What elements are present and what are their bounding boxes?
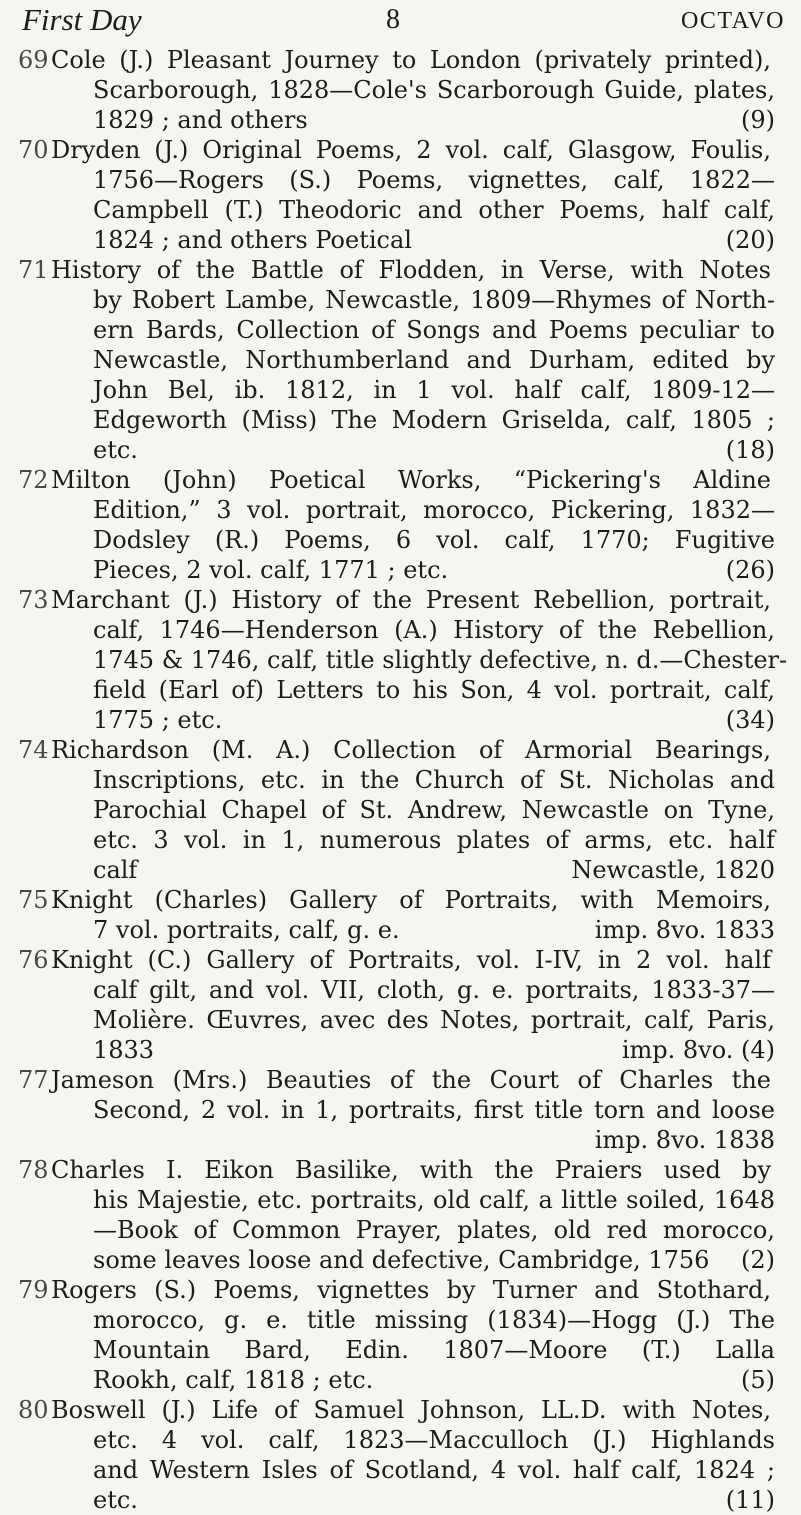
lot-description-line: Cole (J.) Pleasant Journey to London (privately printed),	[51, 46, 771, 74]
lot-entry	[0, 585, 801, 735]
lot-entry	[0, 45, 801, 135]
lot-description-line: Second, 2 vol. in 1, portraits, first title torn and loose	[93, 1096, 775, 1124]
lot-last-line	[93, 1125, 775, 1155]
lot-description-line: Parochial Chapel of St. Andrew, Newcastle on Tyne,	[93, 796, 775, 824]
lot-text: some leaves loose and defective, Cambridge, 1756	[93, 1246, 710, 1274]
lot-entry	[0, 885, 801, 945]
lot-description-line: and Western Isles of Scotland, 4 vol. half calf, 1824 ;	[93, 1456, 775, 1484]
lot-description-line: Milton (John) Poetical Works, “Pickering's Aldine	[51, 466, 771, 494]
lot-number: 72	[18, 466, 49, 494]
page-number: 8	[386, 4, 400, 35]
lot-description-line: calf gilt, and vol. VII, cloth, g. e. portraits, 1833-37—	[93, 976, 775, 1004]
lot-text: Pieces, 2 vol. calf, 1771 ; etc.	[93, 556, 449, 584]
lot-number: 78	[18, 1156, 49, 1184]
lot-last-line	[93, 225, 775, 255]
lot-description-line: ern Bards, Collection of Songs and Poems peculiar to	[93, 316, 775, 344]
lot-description-line: Richardson (M. A.) Collection of Armorial Bearings,	[51, 736, 771, 764]
lot-price-or-format: (20)	[725, 226, 775, 254]
lot-entry	[0, 135, 801, 255]
lot-number: 77	[18, 1066, 49, 1094]
lot-text: 1829 ; and others	[93, 106, 308, 134]
lot-price-or-format: (2)	[741, 1246, 775, 1274]
lot-description-line: calf, 1746—Henderson (A.) History of the Rebellion,	[93, 616, 775, 644]
lot-description-line: Charles I. Eikon Basilike, with the Praiers used by	[51, 1156, 771, 1184]
running-head-day: First Day	[22, 2, 142, 37]
lot-description-line: History of the Battle of Flodden, in Verse, with Notes	[51, 256, 771, 284]
lot-text: 1824 ; and others Poetical	[93, 226, 412, 254]
lot-description-line: Inscriptions, etc. in the Church of St. Nicholas and	[93, 766, 775, 794]
lot-price-or-format: imp. 8vo. (4)	[621, 1036, 775, 1064]
lot-text: Rookh, calf, 1818 ; etc.	[93, 1366, 374, 1394]
lot-entry	[0, 465, 801, 585]
lot-number: 74	[18, 736, 49, 764]
lot-last-line	[93, 705, 775, 735]
lot-number: 80	[18, 1396, 49, 1424]
lot-price-or-format: (26)	[725, 556, 775, 584]
lot-description-line: by Robert Lambe, Newcastle, 1809—Rhymes of North-	[93, 286, 775, 314]
lot-description-line: field (Earl of) Letters to his Son, 4 vol. portrait, calf,	[93, 676, 775, 704]
lot-price-or-format: (34)	[725, 706, 775, 734]
lot-description-line: Edgeworth (Miss) The Modern Griselda, calf, 1805 ;	[93, 406, 775, 434]
lot-text: 1833	[93, 1036, 155, 1064]
lot-text: 7 vol. portraits, calf, g. e.	[93, 916, 400, 944]
lot-list	[0, 45, 801, 1515]
lot-price-or-format: (18)	[725, 436, 775, 464]
lot-entry	[0, 1395, 801, 1515]
lot-entry	[0, 735, 801, 885]
lot-description-line: etc. 3 vol. in 1, numerous plates of arms, etc. half	[93, 826, 775, 854]
lot-last-line	[93, 435, 775, 465]
lot-description-line: Knight (Charles) Gallery of Portraits, with Memoirs,	[51, 886, 771, 914]
lot-description-line: Molière. Œuvres, avec des Notes, portrait, calf, Paris,	[93, 1006, 775, 1034]
lot-entry	[0, 1275, 801, 1395]
lot-last-line	[93, 1245, 775, 1275]
lot-price-or-format: imp. 8vo. 1833	[594, 916, 775, 944]
lot-price-or-format: (9)	[741, 106, 775, 134]
lot-description-line: Newcastle, Northumberland and Durham, edited by	[93, 346, 775, 374]
lot-description-line: —Book of Common Prayer, plates, old red morocco,	[93, 1216, 775, 1244]
lot-last-line	[93, 1035, 775, 1065]
lot-text: etc.	[93, 1486, 138, 1514]
lot-text: etc.	[93, 436, 138, 464]
lot-description-line: Jameson (Mrs.) Beauties of the Court of Charles the	[51, 1066, 771, 1094]
page-header	[0, 0, 801, 40]
lot-description-line: Campbell (T.) Theodoric and other Poems, half calf,	[93, 196, 775, 224]
lot-price-or-format: Newcastle, 1820	[571, 856, 775, 884]
lot-description-line: Rogers (S.) Poems, vignettes by Turner and Stothard,	[51, 1276, 771, 1304]
lot-description-line: Mountain Bard, Edin. 1807—Moore (T.) Lalla	[93, 1336, 775, 1364]
running-head-format: OCTAVO	[681, 8, 785, 34]
lot-entry	[0, 255, 801, 465]
lot-price-or-format: (11)	[725, 1486, 775, 1514]
lot-last-line	[93, 855, 775, 885]
lot-description-line: Knight (C.) Gallery of Portraits, vol. I-IV, in 2 vol. half	[51, 946, 771, 974]
lot-entry	[0, 945, 801, 1065]
lot-last-line	[93, 1365, 775, 1395]
lot-last-line	[93, 1485, 775, 1515]
lot-last-line	[93, 105, 775, 135]
lot-description-line: 1745 & 1746, calf, title slightly defective, n. d.—Chester-	[93, 646, 788, 674]
lot-description-line: Dryden (J.) Original Poems, 2 vol. calf, Glasgow, Foulis,	[51, 136, 771, 164]
lot-number: 73	[18, 586, 49, 614]
lot-description-line: his Majestie, etc. portraits, old calf, a little soiled, 1648	[93, 1186, 775, 1214]
lot-text: 1775 ; etc.	[93, 706, 223, 734]
lot-number: 75	[18, 886, 49, 914]
lot-description-line: John Bel, ib. 1812, in 1 vol. half calf, 1809-12—	[93, 376, 775, 404]
lot-entry	[0, 1065, 801, 1155]
lot-number: 70	[18, 136, 49, 164]
lot-description-line: morocco, g. e. title missing (1834)—Hogg (J.) The	[93, 1306, 775, 1334]
lot-number: 76	[18, 946, 49, 974]
lot-description-line: 1756—Rogers (S.) Poems, vignettes, calf, 1822—	[93, 166, 775, 194]
lot-last-line	[93, 915, 775, 945]
lot-price-or-format: imp. 8vo. 1838	[594, 1126, 775, 1154]
lot-text: calf	[93, 856, 138, 884]
lot-description-line: etc. 4 vol. calf, 1823—Macculloch (J.) Highlands	[93, 1426, 775, 1454]
lot-number: 71	[18, 256, 49, 284]
lot-description-line: Marchant (J.) History of the Present Rebellion, portrait,	[51, 586, 771, 614]
lot-entry	[0, 1155, 801, 1275]
lot-description-line: Boswell (J.) Life of Samuel Johnson, LL.D. with Notes,	[51, 1396, 771, 1424]
lot-last-line	[93, 555, 775, 585]
lot-number: 69	[18, 46, 49, 74]
lot-number: 79	[18, 1276, 49, 1304]
lot-description-line: Edition,” 3 vol. portrait, morocco, Pickering, 1832—	[93, 496, 775, 524]
lot-price-or-format: (5)	[741, 1366, 775, 1394]
lot-description-line: Scarborough, 1828—Cole's Scarborough Guide, plates,	[93, 76, 775, 104]
lot-description-line: Dodsley (R.) Poems, 6 vol. calf, 1770; Fugitive	[93, 526, 775, 554]
